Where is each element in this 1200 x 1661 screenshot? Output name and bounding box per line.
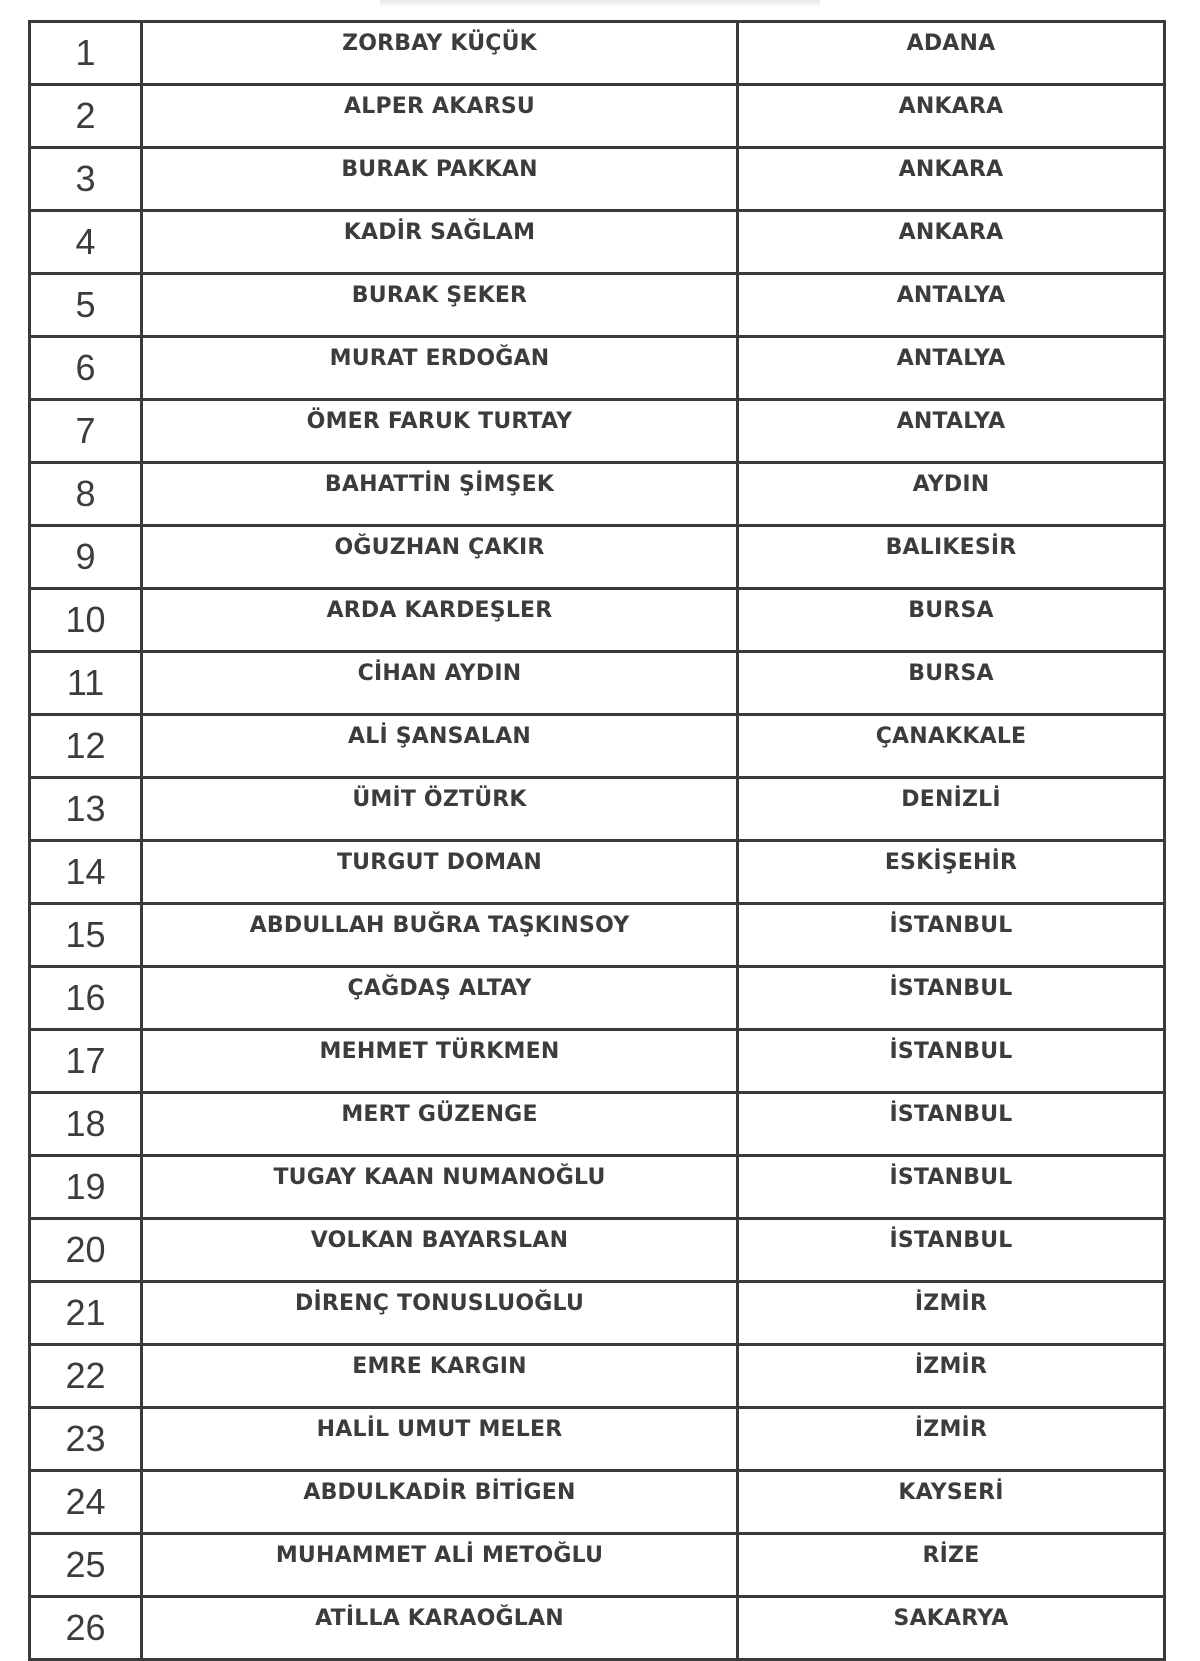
person-name: MERT GÜZENGE <box>142 1093 738 1156</box>
city-name: ANKARA <box>738 85 1165 148</box>
row-number: 7 <box>30 400 142 463</box>
person-name: OĞUZHAN ÇAKIR <box>142 526 738 589</box>
city-name: ESKİŞEHİR <box>738 841 1165 904</box>
row-number: 18 <box>30 1093 142 1156</box>
row-number: 8 <box>30 463 142 526</box>
person-name: CİHAN AYDIN <box>142 652 738 715</box>
table-row <box>30 1030 1165 1093</box>
city-name: ANKARA <box>738 148 1165 211</box>
city-name: İSTANBUL <box>738 1156 1165 1219</box>
table-row <box>30 778 1165 841</box>
city-name: BALIKESİR <box>738 526 1165 589</box>
city-name: BURSA <box>738 589 1165 652</box>
row-number: 16 <box>30 967 142 1030</box>
table-row <box>30 841 1165 904</box>
table-row <box>30 1471 1165 1534</box>
city-name: İSTANBUL <box>738 1219 1165 1282</box>
row-number: 9 <box>30 526 142 589</box>
table-row <box>30 967 1165 1030</box>
table-row <box>30 274 1165 337</box>
table-row <box>30 904 1165 967</box>
city-name: İSTANBUL <box>738 904 1165 967</box>
row-number: 21 <box>30 1282 142 1345</box>
table-row <box>30 22 1165 85</box>
row-number: 3 <box>30 148 142 211</box>
row-number: 10 <box>30 589 142 652</box>
table-row <box>30 1156 1165 1219</box>
table-row <box>30 1282 1165 1345</box>
table-row <box>30 148 1165 211</box>
row-number: 17 <box>30 1030 142 1093</box>
person-name: KADİR SAĞLAM <box>142 211 738 274</box>
city-name: ANTALYA <box>738 274 1165 337</box>
person-name: BAHATTİN ŞİMŞEK <box>142 463 738 526</box>
row-number: 5 <box>30 274 142 337</box>
row-number: 6 <box>30 337 142 400</box>
cropped-header-remnant <box>380 0 820 8</box>
row-number: 12 <box>30 715 142 778</box>
table-row <box>30 211 1165 274</box>
person-name: ÜMİT ÖZTÜRK <box>142 778 738 841</box>
row-number: 24 <box>30 1471 142 1534</box>
person-name: BURAK ŞEKER <box>142 274 738 337</box>
row-number: 25 <box>30 1534 142 1597</box>
city-name: İSTANBUL <box>738 967 1165 1030</box>
person-name: ARDA KARDEŞLER <box>142 589 738 652</box>
person-name: ÇAĞDAŞ ALTAY <box>142 967 738 1030</box>
city-name: İSTANBUL <box>738 1030 1165 1093</box>
person-name: EMRE KARGIN <box>142 1345 738 1408</box>
table-row <box>30 526 1165 589</box>
person-name: MEHMET TÜRKMEN <box>142 1030 738 1093</box>
person-name: TURGUT DOMAN <box>142 841 738 904</box>
city-name: ADANA <box>738 22 1165 85</box>
row-number: 22 <box>30 1345 142 1408</box>
table-row <box>30 1534 1165 1597</box>
city-name: İZMİR <box>738 1345 1165 1408</box>
person-name: HALİL UMUT MELER <box>142 1408 738 1471</box>
city-name: İSTANBUL <box>738 1093 1165 1156</box>
person-name: ÖMER FARUK TURTAY <box>142 400 738 463</box>
city-name: KAYSERİ <box>738 1471 1165 1534</box>
city-name: RİZE <box>738 1534 1165 1597</box>
city-name: SAKARYA <box>738 1597 1165 1660</box>
row-number: 4 <box>30 211 142 274</box>
person-name: ABDULLAH BUĞRA TAŞKINSOY <box>142 904 738 967</box>
table-row <box>30 652 1165 715</box>
city-name: ANTALYA <box>738 337 1165 400</box>
table-body <box>30 22 1165 1660</box>
table-row <box>30 1093 1165 1156</box>
city-name: İZMİR <box>738 1282 1165 1345</box>
table-row <box>30 1408 1165 1471</box>
city-name: ANTALYA <box>738 400 1165 463</box>
person-name: ALPER AKARSU <box>142 85 738 148</box>
city-name: ANKARA <box>738 211 1165 274</box>
city-name: İZMİR <box>738 1408 1165 1471</box>
person-name: ZORBAY KÜÇÜK <box>142 22 738 85</box>
row-number: 2 <box>30 85 142 148</box>
city-name: DENİZLİ <box>738 778 1165 841</box>
table-row <box>30 1597 1165 1660</box>
row-number: 20 <box>30 1219 142 1282</box>
city-name: AYDIN <box>738 463 1165 526</box>
row-number: 14 <box>30 841 142 904</box>
table-row <box>30 1345 1165 1408</box>
row-number: 11 <box>30 652 142 715</box>
row-number: 15 <box>30 904 142 967</box>
name-list-table <box>28 20 1166 1661</box>
person-name: ATİLLA KARAOĞLAN <box>142 1597 738 1660</box>
person-name: TUGAY KAAN NUMANOĞLU <box>142 1156 738 1219</box>
row-number: 1 <box>30 22 142 85</box>
row-number: 23 <box>30 1408 142 1471</box>
city-name: ÇANAKKALE <box>738 715 1165 778</box>
table-row <box>30 337 1165 400</box>
person-name: MURAT ERDOĞAN <box>142 337 738 400</box>
row-number: 13 <box>30 778 142 841</box>
table-row <box>30 589 1165 652</box>
table-row <box>30 85 1165 148</box>
table-row <box>30 1219 1165 1282</box>
city-name: BURSA <box>738 652 1165 715</box>
person-name: ABDULKADİR BİTİGEN <box>142 1471 738 1534</box>
table-row <box>30 715 1165 778</box>
row-number: 26 <box>30 1597 142 1660</box>
row-number: 19 <box>30 1156 142 1219</box>
person-name: ALİ ŞANSALAN <box>142 715 738 778</box>
person-name: VOLKAN BAYARSLAN <box>142 1219 738 1282</box>
table-row <box>30 463 1165 526</box>
table-row <box>30 400 1165 463</box>
person-name: DİRENÇ TONUSLUOĞLU <box>142 1282 738 1345</box>
person-name: BURAK PAKKAN <box>142 148 738 211</box>
person-name: MUHAMMET ALİ METOĞLU <box>142 1534 738 1597</box>
